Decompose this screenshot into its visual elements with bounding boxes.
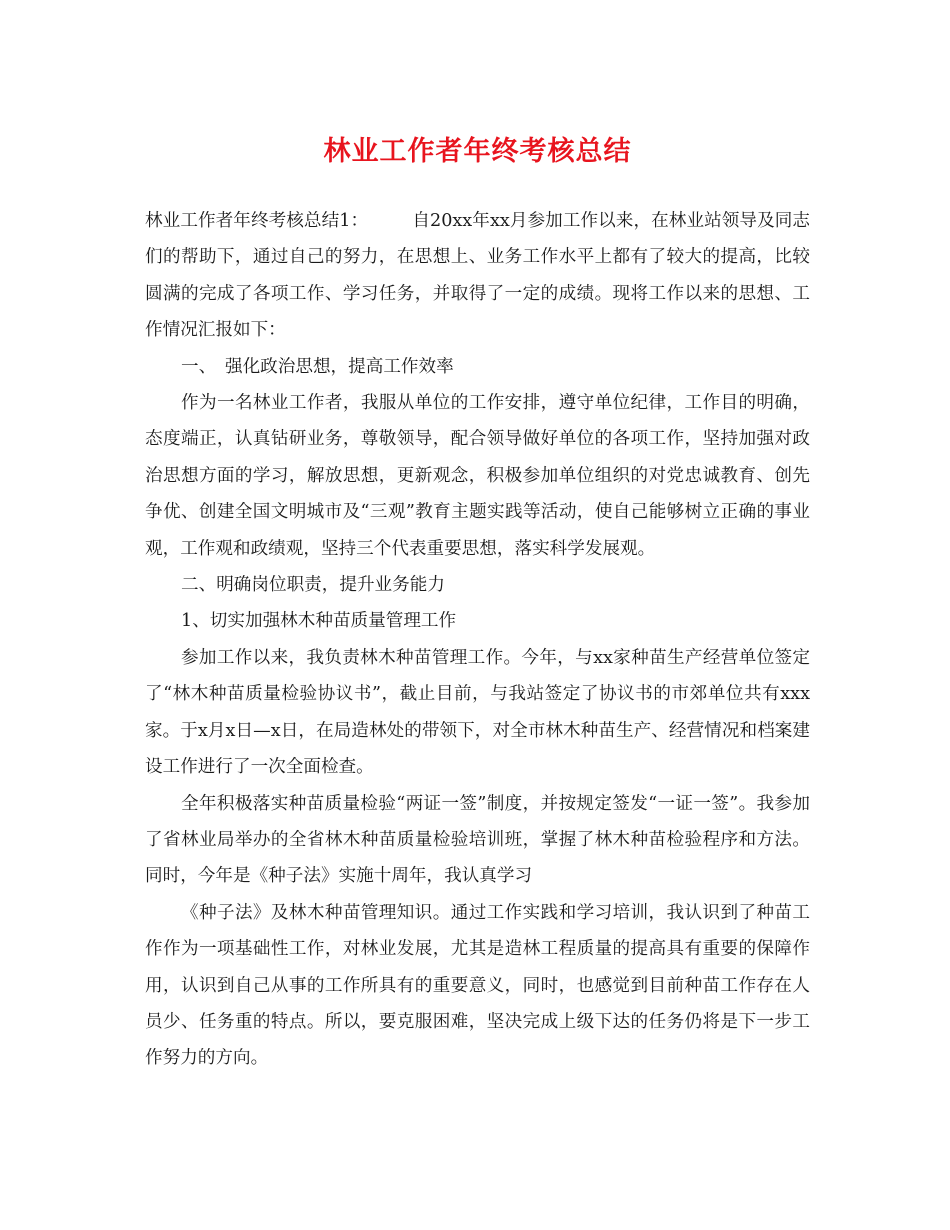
section-heading-2: 二、明确岗位职责，提升业务能力 <box>181 575 445 596</box>
subsection-heading-1: 1、切实加强林木种苗质量管理工作 <box>181 611 457 632</box>
paragraph-seed-law: 《种子法》及林木种苗管理知识。通过工作实践和学习培训，我认识到了种苗工作作为一项基础性工作，对林业发展，尤其是造林工程质量的提高具有重要的保障作用，认识到自己从事的工作所具有的重要意义，同时，也感觉到目前种苗工作存在人员少、任务重的特点。所以，要克服困难，坚决完成上级下达的任务仍将是下一步工作努力的方向。 <box>145 902 810 1069</box>
document-title: 林业工作者年终考核总结 <box>323 136 632 167</box>
section-heading-1: 一、 强化政治思想，提高工作效率 <box>181 356 454 377</box>
paragraph-quality-inspection: 全年积极落实种苗质量检验“两证一签”制度，并按规定签发“一证一签”。我参加了省林业局举办的全省林木种苗质量检验培训班，掌握了林木种苗检验程序和方法。同时，今年是《种子法》实施十周年，我认真学习 <box>145 793 810 887</box>
paragraph-seedling-management: 参加工作以来，我负责林木种苗管理工作。今年，与xx家种苗生产经营单位签定了“林木种苗质量检验协议书”，截止目前，与我站签定了协议书的市郊单位共有xxx家。于x月x日—x日，在局造林处的带领下，对全市林木种苗生产、经营情况和档案建设工作进行了一次全面检查。 <box>145 647 810 778</box>
paragraph-political-thought: 作为一名林业工作者，我服从单位的工作安排，遵守单位纪律，工作目的明确，态度端正，认真钻研业务，尊敬领导，配合领导做好单位的各项工作，坚持加强对政治思想方面的学习，解放思想，更新观念，积极参加单位组织的对党忠诚教育、创先争优、创建全国文明城市及“三观”教育主题实践等活动，使自己能够树立正确的事业观，工作观和政绩观，坚持三个代表重要思想，落实科学发展观。 <box>145 393 810 559</box>
paragraph-intro: 林业工作者年终考核总结1： 自20xx年xx月参加工作以来，在林业站领导及同志们的帮助下，通过自己的努力，在思想上、业务工作水平上都有了较大的提高，比较圆满的完成了各项工作、学习任务，并取得了一定的成绩。现将工作以来的思想、工作情况汇报如下： <box>145 211 810 341</box>
